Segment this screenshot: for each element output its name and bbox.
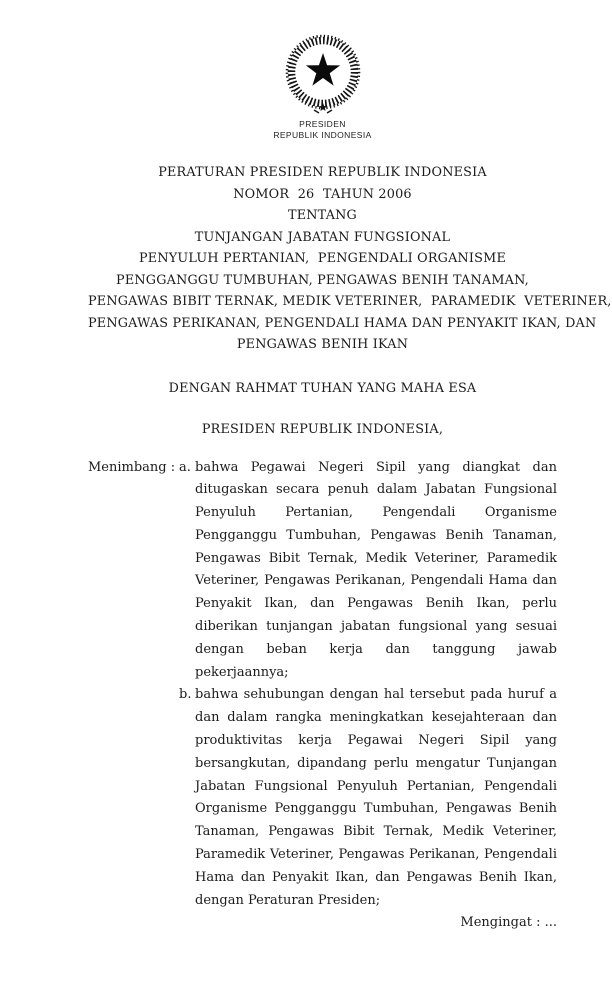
- regulation-title-block: [88, 162, 612, 356]
- seal-caption-republik-indonesia: REPUBLIK INDONESIA: [273, 129, 372, 140]
- title-line-number-year: NOMOR 26 TAHUN 2006: [233, 186, 412, 202]
- presidential-star-wreath-icon: [283, 34, 363, 118]
- title-line-subject-5: PENGAWAS PERIKANAN, PENGENDALI HAMA DAN PENYAKIT IKAN, DAN: [88, 315, 597, 331]
- seal-caption-presiden: PRESIDEN: [299, 119, 346, 129]
- title-line-subject-3: PENGGANGGU TUMBUHAN, PENGAWAS BENIH TANAMAN,: [116, 272, 529, 288]
- title-line-subject-4: PENGAWAS BIBIT TERNAK, MEDIK VETERINER, PARAMEDIK VETERINER,: [88, 294, 612, 309]
- title-line-subject-2: PENYULUH PERTANIAN, PENGENDALI ORGANISME: [139, 251, 506, 266]
- title-line-tentang: TENTANG: [288, 208, 357, 223]
- title-line-regulation: PERATURAN PRESIDEN REPUBLIK INDONESIA: [158, 165, 487, 180]
- consideration-item-a: [88, 457, 557, 685]
- title-line-subject-6: PENGAWAS BENIH IKAN: [236, 337, 409, 352]
- item-b-text: bahwa sehubungan dengan hal tersebut pada huruf a dan dalam rangka meningkatkan kesejahteraan dan produktivitas kerja Pegawai Negeri Sipil yang bersangkutan, dipandang perlu mengatur Tunjangan Jabatan Fungsional Penyuluh Pertanian, Pengendali Organisme Pengganggu Tumbuhan, Pengawas Benih Tanaman, Pengawas Bibit Ternak, Medik Veteriner, Paramedik Veteriner, Pengawas Perikanan, Pengendali Hama dan Penyakit Ikan, dan Pengawas Benih Ikan, dengan Peraturan Presiden;: [195, 687, 557, 908]
- mengingat-continuation: Mengingat : ...: [460, 915, 557, 931]
- considerations-section: [88, 457, 557, 913]
- item-a-text: bahwa Pegawai Negeri Sipil yang diangkat dan ditugaskan secara penuh dalam Jabatan Fungsional Penyuluh Pertanian, Pengendali Organisme Pengganggu Tumbuhan, Pengawas Benih Tanaman, Pengawas Bibit Ternak, Medik Veteriner, Paramedik Veteriner, Pengawas Perikanan, Pengendali Hama dan Penyakit Ikan, dan Pengawas Benih Ikan, perlu diberikan tunjangan jabatan fungsional yang sesuai dengan beban kerja dan tanggung jawab pekerjaannya;: [195, 459, 557, 680]
- title-line-subject-1: TUNJANGAN JABATAN FUNGSIONAL: [194, 229, 451, 245]
- consideration-item-b: [88, 684, 557, 912]
- authority-line: PRESIDEN REPUBLIK INDONESIA,: [201, 422, 444, 437]
- presidential-seal-block: [88, 34, 557, 140]
- invocation-line: DENGAN RAHMAT TUHAN YANG MAHA ESA: [168, 380, 477, 396]
- menimbang-label: Menimbang :: [88, 459, 176, 475]
- item-a-marker: a.: [179, 459, 191, 475]
- item-b-marker: b.: [179, 687, 192, 703]
